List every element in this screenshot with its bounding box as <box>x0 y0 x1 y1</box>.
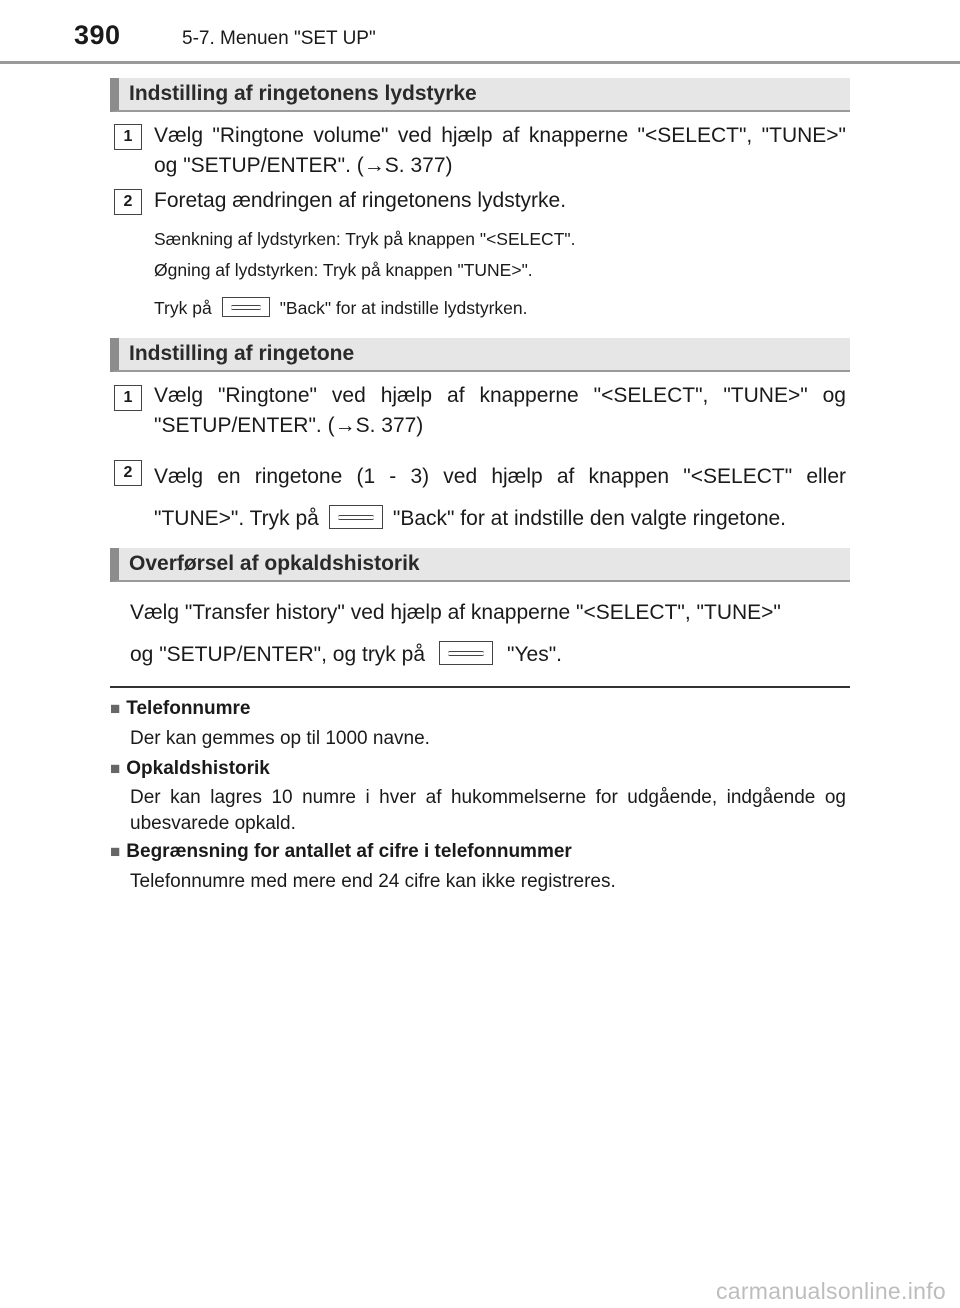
yes-button-icon <box>439 641 493 665</box>
instruction-text: "Yes". <box>507 643 563 666</box>
instruction-text: og "SETUP/ENTER", og tryk på <box>130 643 426 666</box>
note-text: Der kan gemmes op til 1000 navne. <box>130 728 430 749</box>
volume-up-instruction: Øgning af lydstyrken: Tryk på knappen "TUNE>". <box>154 260 533 280</box>
section-heading-ringtone <box>110 338 850 372</box>
note-title <box>110 758 270 780</box>
note-title-text: Telefonnumre <box>126 698 251 719</box>
instruction-text: Tryk på <box>154 298 212 318</box>
square-bullet-icon: ■ <box>110 699 121 718</box>
back-button-icon <box>222 297 270 317</box>
volume-down-instruction: Sænkning af lydstyrken: Tryk på knappen "<SELECT". <box>154 229 576 249</box>
square-bullet-icon: ■ <box>110 842 121 861</box>
step-text: Foretag ændringen af ringetonens lydstyrke. <box>154 189 567 212</box>
note-text: Telefonnumre med mere end 24 cifre kan ikke registreres. <box>130 871 616 892</box>
step-text: Vælg "Ringtone" ved hjælp af knapperne "<SELECT", "TUNE>" og "SETUP/ENTER". (→S. 377) <box>154 384 846 437</box>
step-line-text: "Back" for at indstille den valgte ringetone. <box>392 507 787 530</box>
square-bullet-icon: ■ <box>110 759 121 778</box>
step-number: 1 <box>114 385 142 411</box>
step-line-text: "TUNE>". Tryk på <box>154 507 319 530</box>
section-heading-transfer-history <box>110 548 850 582</box>
header-divider <box>0 61 960 64</box>
back-instruction <box>154 298 528 319</box>
step-text: Vælg "Ringtone volume" ved hjælp af knapperne "<SELECT", "TUNE>" og "SETUP/ENTER". (→S. 377) <box>154 124 846 177</box>
step-line: Vælg en ringetone (1 - 3) ved hjælp af knappen "<SELECT" eller <box>154 465 846 488</box>
page-number: 390 <box>74 20 121 50</box>
section-title: Overførsel af opkaldshistorik <box>129 552 420 575</box>
note-title <box>110 698 251 720</box>
notes-divider <box>110 686 850 688</box>
instruction-text: "Back" for at indstille lydstyrken. <box>279 298 528 318</box>
step-number: 1 <box>114 124 142 150</box>
transfer-instruction <box>130 592 850 676</box>
note-title-text: Begrænsning for antallet af cifre i telefonnummer <box>126 841 572 862</box>
step-number: 2 <box>114 189 142 215</box>
step-text <box>154 456 846 540</box>
note-title <box>110 841 572 863</box>
section-title: Indstilling af ringetone <box>129 342 355 365</box>
note-text: Der kan lagres 10 numre i hver af hukommelserne for udgående, indgående og ubesvarede opkald. <box>130 787 846 834</box>
note-title-text: Opkaldshistorik <box>126 758 270 779</box>
section-title: Indstilling af ringetonens lydstyrke <box>129 82 477 105</box>
back-button-icon <box>329 505 383 529</box>
chapter-title: 5-7. Menuen "SET UP" <box>182 28 376 49</box>
watermark: carmanualsonline.info <box>715 1278 946 1304</box>
instruction-line: Vælg "Transfer history" ved hjælp af knapperne "<SELECT", "TUNE>" <box>130 601 781 624</box>
section-heading-ringtone-volume <box>110 78 850 112</box>
step-number: 2 <box>114 460 142 486</box>
instruction-line <box>130 634 850 676</box>
step-line <box>154 498 846 540</box>
